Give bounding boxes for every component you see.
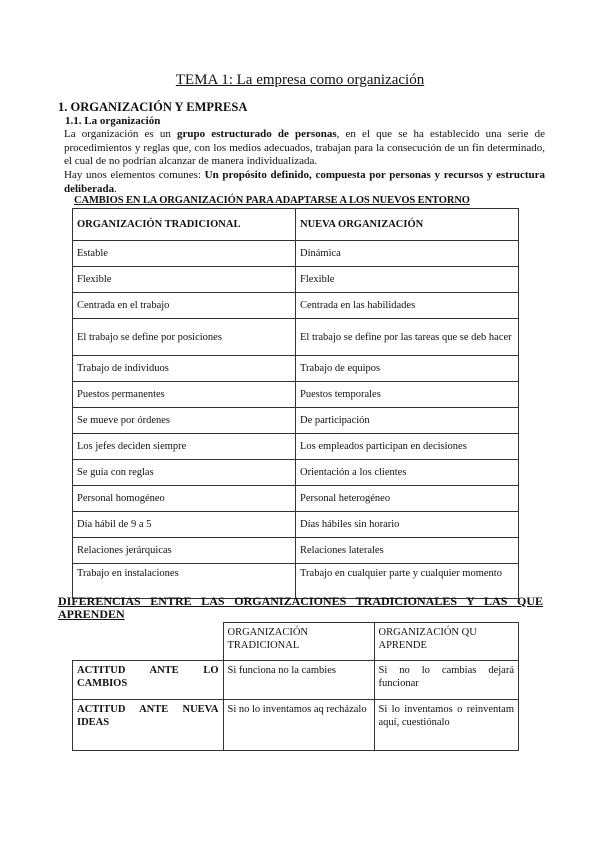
column-header: ORGANIZACIÓN TRADICIONAL bbox=[73, 209, 296, 241]
table-cell: Personal homogéneo bbox=[73, 486, 296, 512]
table-row bbox=[73, 319, 519, 356]
column-header: ORGANIZACIÓN TRADICIONAL bbox=[223, 623, 374, 661]
paragraph-emphasis: grupo estructurado de personas bbox=[176, 128, 337, 140]
table-cell: De participación bbox=[296, 408, 519, 434]
table-row bbox=[73, 434, 519, 460]
table-cell: El trabajo se define por las tareas que se deb hacer bbox=[296, 319, 519, 356]
table-cell: Flexible bbox=[296, 267, 519, 293]
paragraph-text: , en el que se ha establecido una serie de procedimientos y reglas que, con los medios adecuados, trabajan para la consecución de un fin determinado, el cual de no podrían alcanzar de manera individualizada. bbox=[64, 128, 546, 167]
table-cell: Flexible bbox=[73, 267, 296, 293]
table-row bbox=[73, 700, 519, 751]
table-cell: Puestos permanentes bbox=[73, 382, 296, 408]
table-cell: Trabajo de individuos bbox=[73, 356, 296, 382]
table-row bbox=[73, 382, 519, 408]
table-header-row bbox=[73, 623, 519, 661]
table-row bbox=[73, 408, 519, 434]
table2-heading: DIFERENCIAS ENTRE LAS ORGANIZACIONES TRADICIONALES Y LAS QUE bbox=[58, 594, 543, 608]
table2-heading-continued: APRENDEN bbox=[58, 607, 125, 621]
table-cell: Si no lo inventamos aq recházalo bbox=[223, 700, 374, 751]
column-header: NUEVA ORGANIZACIÓN bbox=[296, 209, 519, 241]
table-row bbox=[73, 486, 519, 512]
paragraph-text: La organización es un bbox=[64, 128, 177, 140]
paragraph-definition bbox=[64, 128, 545, 169]
table1-heading: CAMBIOS EN LA ORGANIZACIÓN PARA ADAPTARSE A LOS NUEVOS ENTORNO bbox=[74, 195, 470, 206]
column-header: ORGANIZACIÓN QU APRENDE bbox=[374, 623, 519, 661]
changes-table bbox=[72, 208, 519, 599]
table-cell: Dinámica bbox=[296, 241, 519, 267]
table-row bbox=[73, 661, 519, 700]
paragraph-text: . bbox=[114, 182, 117, 195]
table-header-row bbox=[73, 209, 519, 241]
table-row bbox=[73, 293, 519, 319]
document-title: TEMA 1: La empresa como organización bbox=[175, 72, 425, 88]
table-cell: Centrada en el trabajo bbox=[73, 293, 296, 319]
row-header: ACTITUD ANTE NUEVA IDEAS bbox=[73, 700, 224, 751]
table-cell: Trabajo de equipos bbox=[296, 356, 519, 382]
section-heading: 1. ORGANIZACIÓN Y EMPRESA bbox=[58, 100, 248, 114]
paragraph-text: Hay unos elementos comunes: bbox=[64, 169, 205, 181]
table-cell: Centrada en las habilidades bbox=[296, 293, 519, 319]
table-cell: Puestos temporales bbox=[296, 382, 519, 408]
table-cell: Estable bbox=[73, 241, 296, 267]
paragraph-emphasis: Un propósito definido, compuesta por personas y recursos y estructura deliberada bbox=[64, 169, 545, 195]
table-cell: Si no lo cambias dejará funcionar bbox=[374, 661, 519, 700]
table-row bbox=[73, 356, 519, 382]
empty-corner-cell bbox=[73, 623, 224, 661]
differences-table bbox=[72, 622, 519, 751]
table-row bbox=[73, 512, 519, 538]
table-cell: El trabajo se define por posiciones bbox=[73, 319, 296, 356]
table-cell: Personal heterogéneo bbox=[296, 486, 519, 512]
row-header: ACTITUD ANTE LO CAMBIOS bbox=[73, 661, 224, 700]
table-row bbox=[73, 267, 519, 293]
table-cell: Día hábil de 9 a 5 bbox=[73, 512, 296, 538]
subsection-heading: 1.1. La organización bbox=[65, 115, 161, 127]
table-row bbox=[73, 538, 519, 564]
table-cell: Relaciones laterales bbox=[296, 538, 519, 564]
table-cell: Los empleados participan en decisiones bbox=[296, 434, 519, 460]
table-cell: Orientación a los clientes bbox=[296, 460, 519, 486]
table-cell: Días hábiles sin horario bbox=[296, 512, 519, 538]
table-cell: Relaciones jerárquicas bbox=[73, 538, 296, 564]
table-cell: Trabajo en instalaciones bbox=[73, 564, 296, 599]
table-row bbox=[73, 460, 519, 486]
table-cell: Si funciona no la cambies bbox=[223, 661, 374, 700]
table-cell: Los jefes deciden siempre bbox=[73, 434, 296, 460]
table-cell: Si lo inventamos o reinventam aquí, cuestiónalo bbox=[374, 700, 519, 751]
table-cell: Se guía con reglas bbox=[73, 460, 296, 486]
table-cell: Trabajo en cualquier parte y cualquier momento bbox=[296, 564, 519, 599]
paragraph-elements bbox=[64, 169, 545, 196]
table-cell: Se mueve por órdenes bbox=[73, 408, 296, 434]
table-row bbox=[73, 241, 519, 267]
